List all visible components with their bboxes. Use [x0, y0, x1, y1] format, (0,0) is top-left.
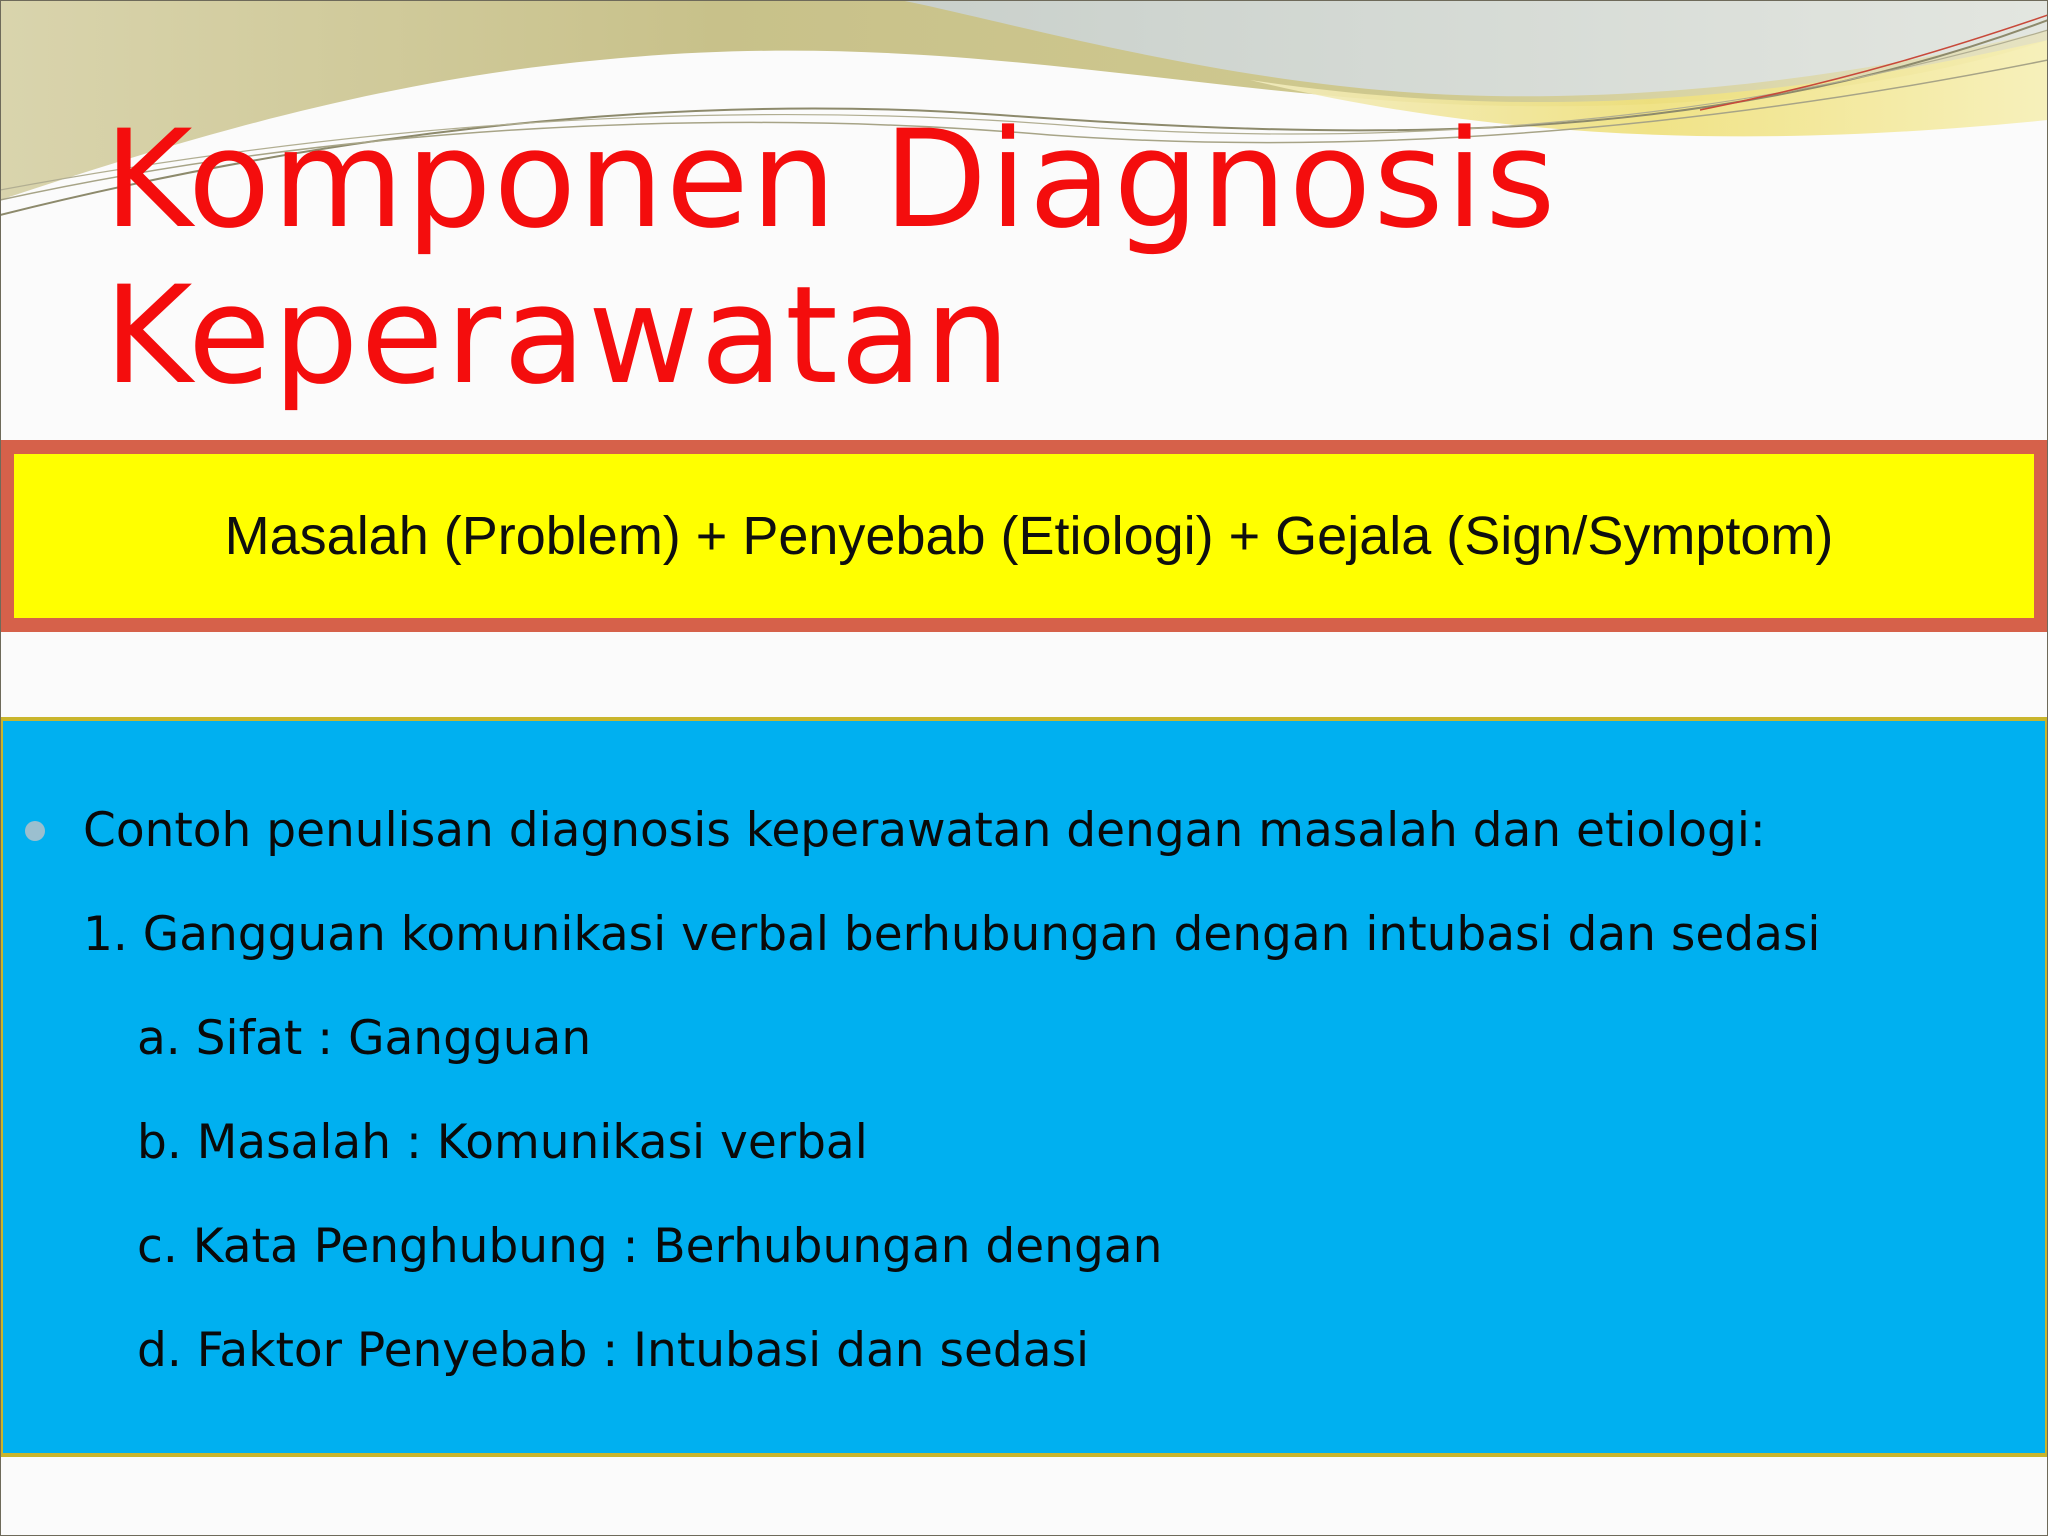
numbered-item-1: 1. Gangguan komunikasi verbal berhubungan dengan intubasi dan sedasi [83, 907, 1821, 962]
bullet-dot-icon [25, 821, 45, 841]
slide-title-line-1: Komponen Diagnosis [104, 101, 1558, 258]
bullet-text: Contoh penulisan diagnosis keperawatan dengan masalah dan etiologi: [83, 803, 1766, 858]
content-box [0, 717, 2048, 1457]
slide-title-line-2: Keperawatan [104, 257, 1013, 414]
sub-item-d: d. Faktor Penyebab : Intubasi dan sedasi [137, 1323, 1090, 1378]
sub-item-a: a. Sifat : Gangguan [137, 1011, 592, 1066]
sub-item-b: b. Masalah : Komunikasi verbal [137, 1115, 868, 1170]
slide-title [104, 102, 1558, 414]
formula-text: Masalah (Problem) + Penyebab (Etiologi) + Gejala (Sign/Symptom) [224, 506, 1834, 566]
sub-item-c: c. Kata Penghubung : Berhubungan dengan [137, 1219, 1163, 1274]
formula-box [0, 440, 2048, 632]
